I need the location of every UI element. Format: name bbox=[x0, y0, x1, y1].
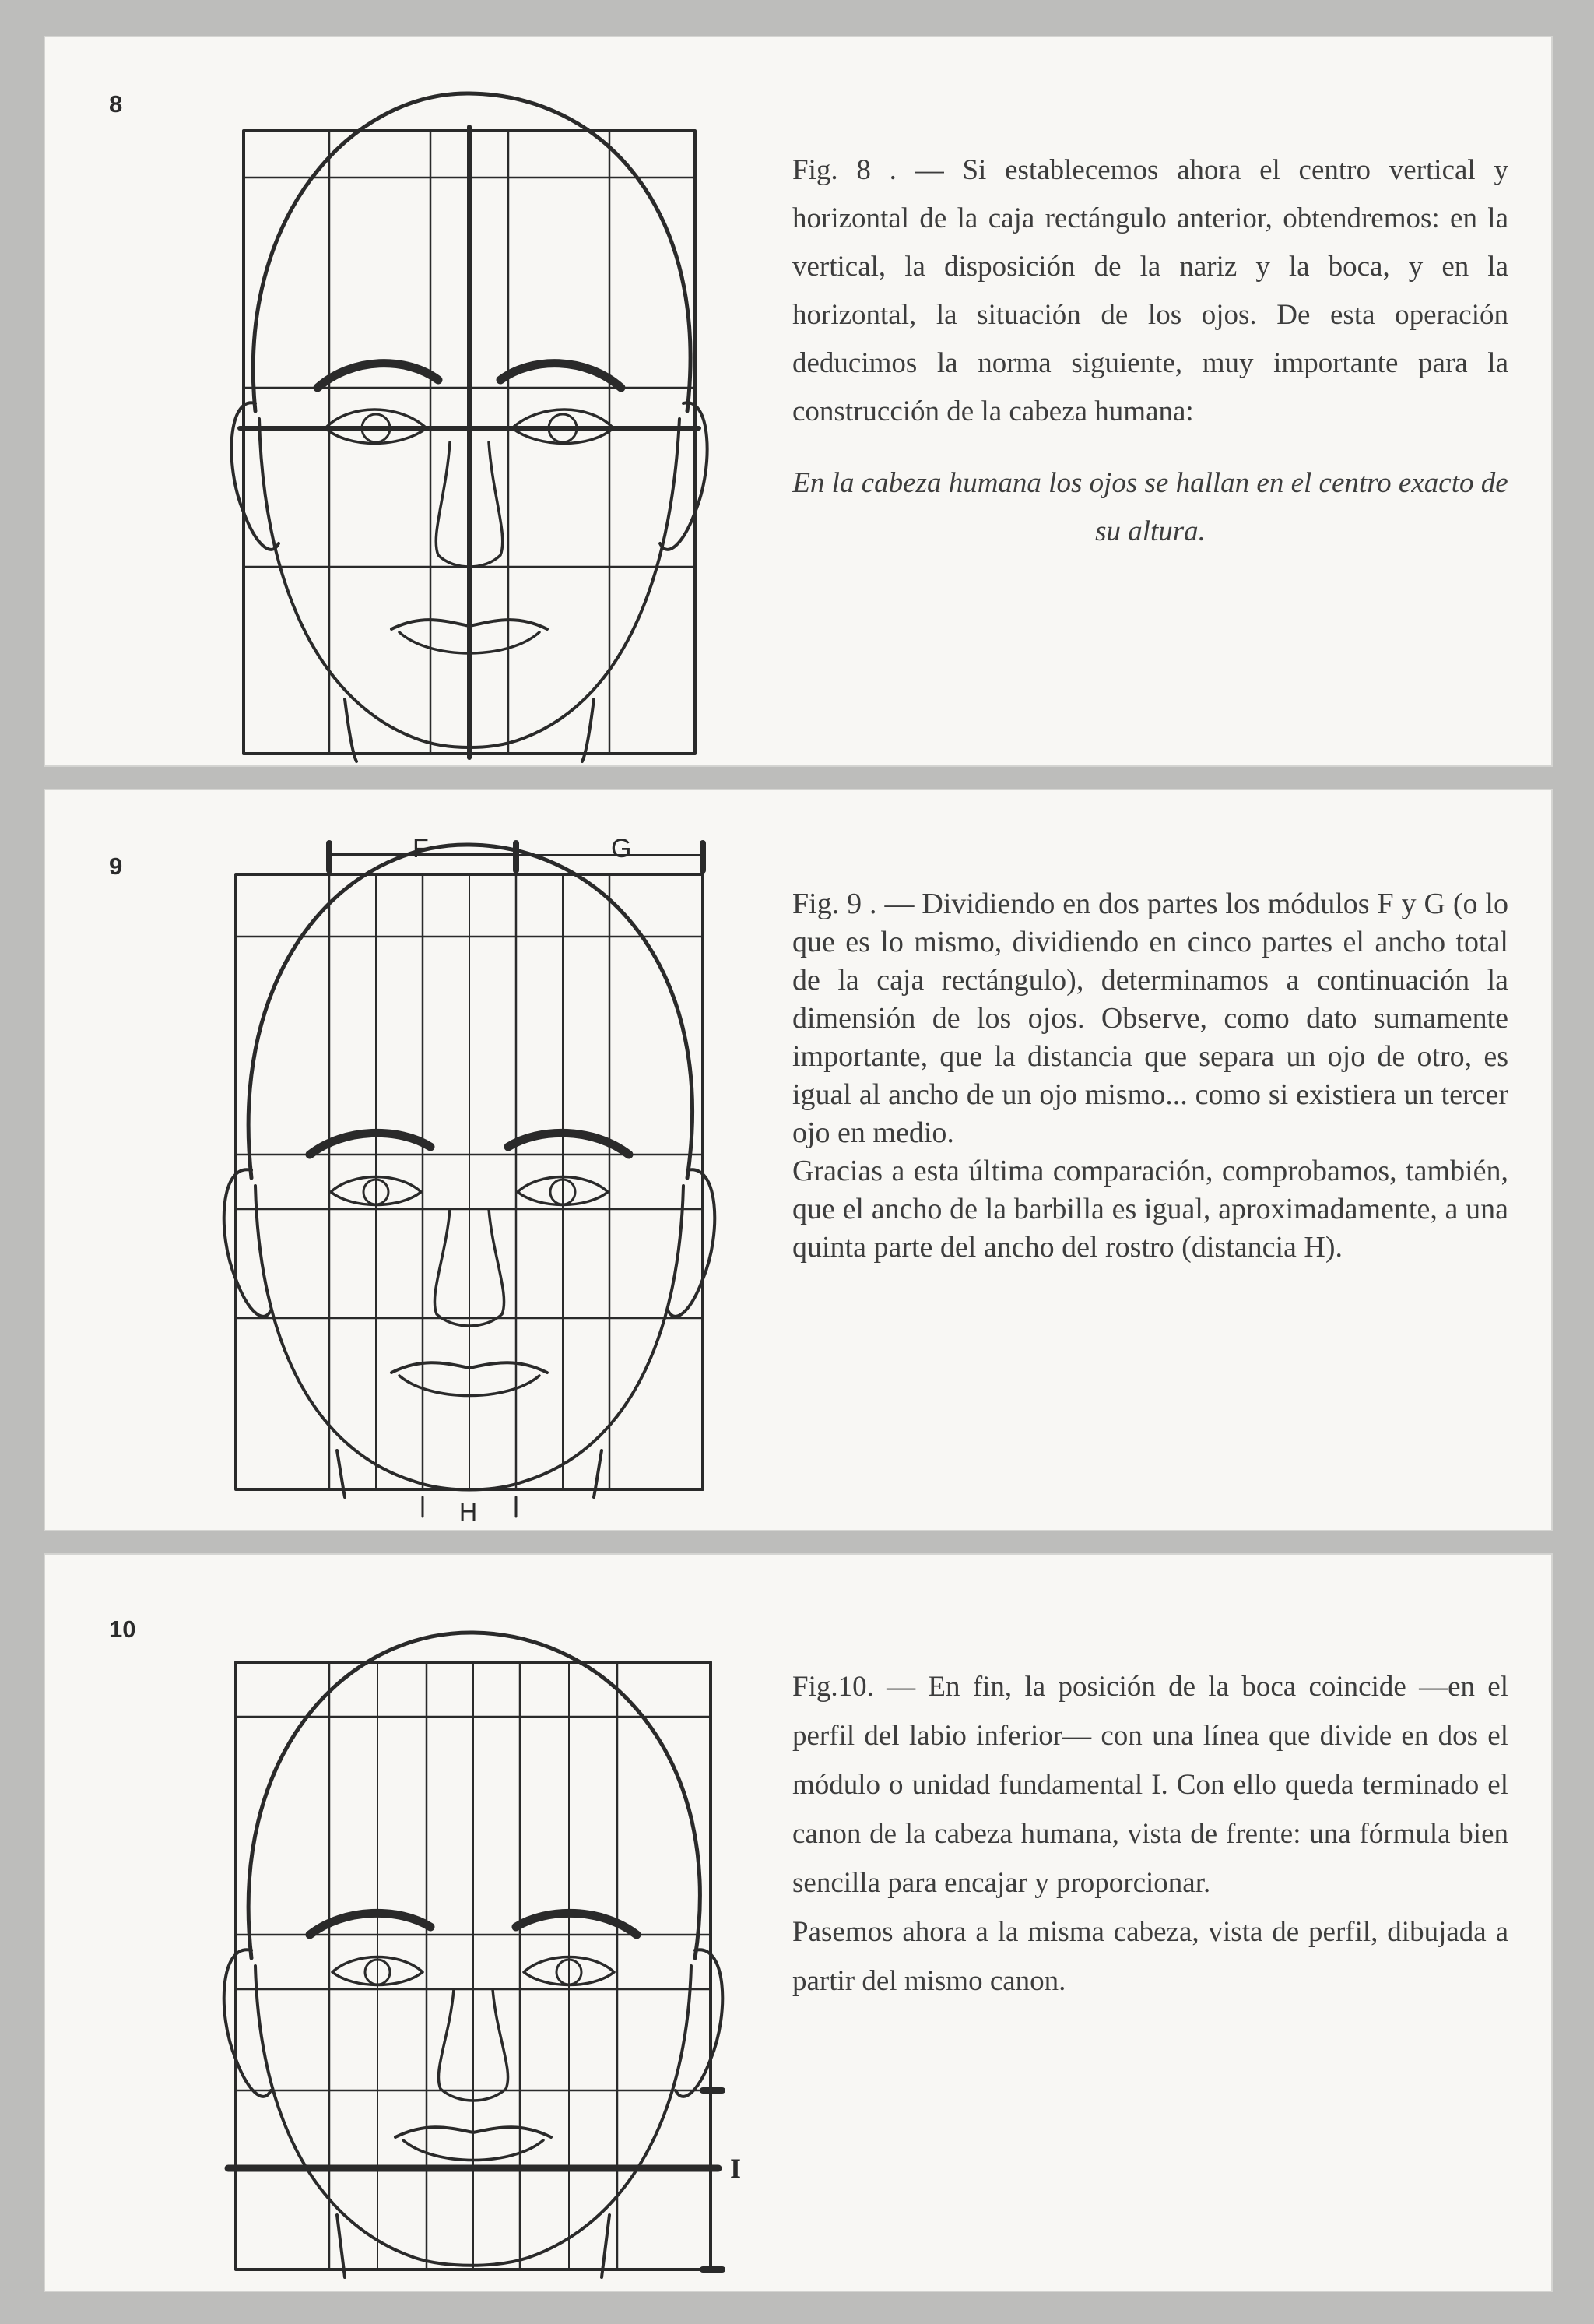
module-label-f: F bbox=[413, 834, 429, 863]
figure-10-caption bbox=[792, 1662, 1508, 2006]
figure-8-caption bbox=[792, 146, 1508, 556]
module-label-g: G bbox=[611, 834, 632, 863]
figure-9-panel bbox=[45, 790, 1551, 1530]
caption-paragraph: Fig.10. — En fin, la posición de la boca coincide —en el perfil del labio inferior— con una línea que divide en dos el módulo o unidad fundamental I. Con ello queda terminado el canon de la cabeza humana, vista de frente: una fórmula bien sencilla para encajar y proporcionar. bbox=[792, 1671, 1508, 1899]
face-canon-illustration bbox=[181, 812, 742, 1528]
face-canon-illustration bbox=[181, 1592, 742, 2277]
caption-paragraph: Gracias a esta última comparación, comprobamos, también, que el ancho de la barbilla es igual, aproximadamente, a una quinta parte del ancho del rostro (distancia H). bbox=[792, 1155, 1508, 1264]
figure-number: 9 bbox=[109, 853, 123, 880]
caption-paragraph: Fig. 8 . — Si establecemos ahora el centro vertical y horizontal de la caja rectángulo anterior, obtendremos: en la vertical, la disposición de la nariz y la boca, y en la horizontal, la situación de los ojos. De esta operación deducimos la norma siguiente, muy importante para la construcción de la cabeza humana: bbox=[792, 154, 1508, 427]
module-label-i: I bbox=[730, 2153, 742, 2184]
distance-label-h: H bbox=[459, 1498, 478, 1526]
highlighted-rule: En la cabeza humana los ojos se hallan en el centro exacto de su altura. bbox=[792, 467, 1508, 547]
figure-number: 8 bbox=[109, 90, 123, 118]
figure-8-panel bbox=[45, 37, 1551, 765]
caption-paragraph: Pasemos ahora a la misma cabeza, vista de perfil, dibujada a partir del mismo canon. bbox=[792, 1916, 1508, 1997]
figure-9-caption bbox=[792, 885, 1508, 1267]
caption-paragraph: Fig. 9 . — Dividiendo en dos partes los módulos F y G (o lo que es lo mismo, dividiendo en cinco partes el ancho total de la caja rectángulo), determinamos a continuación la dimensión de los ojos. Observe, como dato sumamente importante, que la distancia que separa un ojo de otro, es igual al ancho de un ojo mismo... como si existiera un tercer ojo en medio. bbox=[792, 888, 1508, 1149]
figure-10-panel bbox=[45, 1555, 1551, 2291]
face-canon-illustration bbox=[181, 76, 742, 761]
figure-number: 10 bbox=[109, 1616, 136, 1643]
